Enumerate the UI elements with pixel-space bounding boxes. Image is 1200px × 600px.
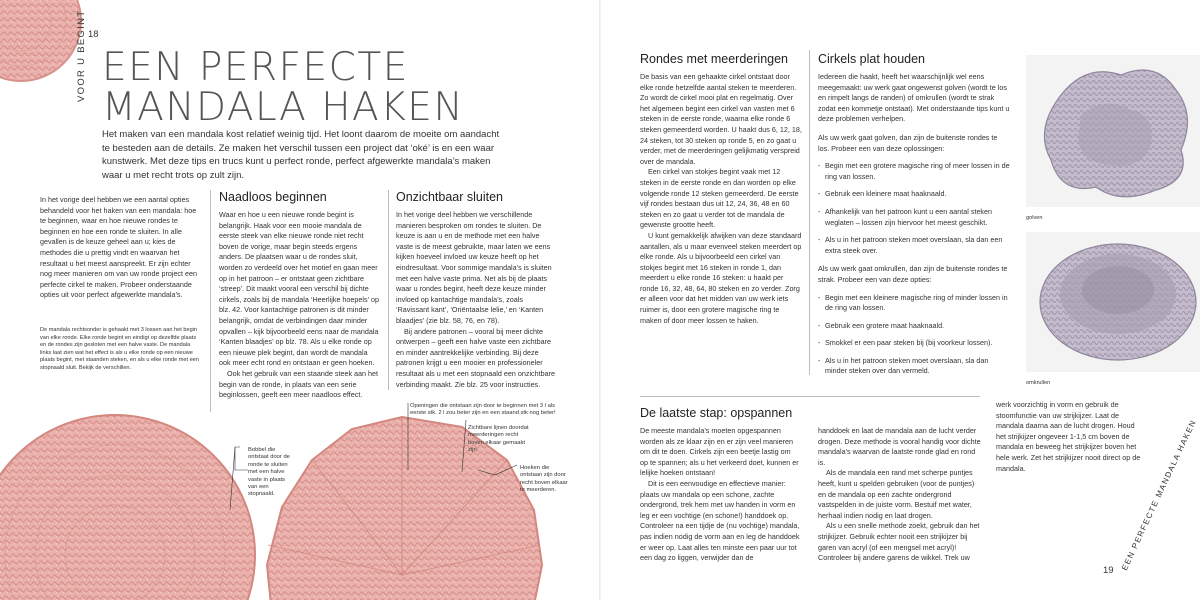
right-column-1	[640, 52, 802, 326]
heading-cirkels: Cirkels plat houden	[818, 52, 926, 66]
photo-caption-omkrullen: omkrullen	[1026, 380, 1051, 386]
callout-hoeken: Hoeken die ontstaan zijn door recht boven elkaar te meerderen.	[520, 465, 568, 494]
omkrullen-photo	[1026, 232, 1200, 372]
omkrullen-bullet: - Smokkel er een paar steken bij (bij voorkeur lossen).	[818, 338, 1010, 349]
golven-bullet: - Als u in het patroon steken moet overslaan, sla dan een extra steek over.	[818, 235, 1010, 256]
onzichtbaar-paragraph-1: In het vorige deel hebben we verschillende manieren besproken om rondes te sluiten. De keuze is aan u en de methode met een halve vaste is de meest gebruikte, maar laten we eens kijken hoeveel invloed uw keuze heeft op het eindresultaat. Voor sommige mandala’s is sluiten met een halve vaste prima. Net als bij de plaats waar u rondes begint, heeft deze keuze minder invloed op kantachtige mandala’s, zoals ‘Ravissant kant’, ‘Oriëntaalse lelie,’ en ‘Kanten blaadjes’ (zie blz. 58, 76, en 78).	[396, 210, 552, 325]
right-column-2	[818, 52, 1010, 377]
column-divider	[809, 50, 810, 375]
omkrullen-bullet: - Begin met een kleinere magische ring of minder lossen in de ring van lossen.	[818, 293, 1010, 314]
heading-rondes: Rondes met meerderingen	[640, 52, 788, 66]
right-page	[600, 0, 1200, 600]
omkrullen-intro: Als uw werk gaat omkrullen, dan zijn de buitenste rondes te strak. Probeer een van deze opties:	[818, 264, 1008, 284]
cirkels-intro: Iedereen die haakt, heeft het waarschijnlijk wel eens meegemaakt: uw werk gaat ongewenst golven (wordt te los en rimpelt langs de randen) of omkrullen (wordt te strak zodat een kommetje ontstaat). Met onderstaande tips kunt u deze problemen verhelpen.	[818, 72, 1010, 124]
opspannen-paragraph: De meeste mandala’s moeten opgespannen worden als ze klaar zijn en er zijn veel manieren om dit te doen. Cirkels zijn een beetje lastig om op te spannen; als u het verkeerd doet, kunnen er lelijke hoeken ontstaan!	[640, 426, 799, 478]
title-line-2: MANDALA HAKEN	[102, 85, 465, 130]
golven-bullet: - Begin met een grotere magische ring of meer lossen in de ring van lossen.	[818, 161, 1010, 182]
heading-opspannen: De laatste stap: opspannen	[640, 406, 793, 420]
rondes-paragraph-3: U kunt gemakkelijk afwijken van deze standaard aantallen, als u maar evenveel steken meerdert op elke ronde. Als u bijvoorbeeld een cirkel van stokjes begint met 16 steken in ronde 1, dan meerdert u elke ronde 16 steken: u haakt per ronde 16, 32, 48, 64, 80 steken en zo verder. Zorg er alleen voor dat het midden van uw werk iets ruimer is, door een grotere magische ring te maken of door meer lossen te haken.	[640, 230, 802, 325]
naadloos-paragraph-2: Ook het gebruik van een staande steek aan het begin van de ronde, in plaats van een serie beginlossen, geeft een meer naadloos effect.	[219, 368, 379, 400]
opspannen-column-1	[640, 426, 800, 564]
naadloos-paragraph-1: Waar en hoe u een nieuwe ronde begint is belangrijk. Haak voor een mooie mandala de eerste steek van elke nieuwe ronde niet recht boven de vorige, maar begin steeds ergens anders. De plaatsen waar u de rondes sluit, worden zo verdeeld over het motief en gaan meer op in het patroon – er ontstaat geen zichtbare ‘streep’. Dit maakt vooral een verschil bij dichte cirkels, zoals bij de mandala ‘Heerlijke hoepels’ op blz. 42. Voor kantachtige patronen is dit minder belangrijk, omdat de verbindingen daar minder opvallen – kijk bijvoorbeeld eens naar de mandala ‘Kanten blaadjes’ op blz. 78. Als u elke ronde op een nieuwe plek begint, dan wordt de mandala ook meer echt rond en ontstaan er geen hoeken.	[219, 210, 379, 368]
golven-bullet: - Afhankelijk van het patroon kunt u een aantal steken weglaten – lossen zijn hiervoor het meest geschikt.	[818, 207, 1010, 228]
photo-caption-golven: golven	[1026, 215, 1043, 221]
opspannen-paragraph: werk voorzichtig in vorm en gebruik de stoomfunctie van uw strijkijzer. Laat de mandala daarna aan de lucht drogen. Houd het strijkijzer ongeveer 1-1,5 cm boven de mandala en beweeg het strijkijzer boven het hele werk. Zet het strijkijzer nooit direct op de mandala.	[996, 400, 1141, 473]
callout-zichtbare-lijnen: Zichtbare lijnen doordat meerderingen recht boven elkaar gemaakt zijn.	[468, 425, 529, 454]
opspannen-paragraph: Dit is een eenvoudige en effectieve manier: plaats uw mandala op een schone, zachte ondergrond, trek hem met uw handen in vorm en leg er een vochtige (en schone!) handdoek op. Controleer na een tijdje de (nu vochtige) mandala, pas indien nodig de vorm aan en leg de handdoek er weer op. Laat alles ten minste een paar uur tot een dag zo liggen, verwijder dan de	[640, 478, 800, 563]
golven-intro: Als uw werk gaat golven, dan zijn de buitenste rondes te los. Probeer een van deze oplossingen:	[818, 132, 998, 153]
rondes-paragraph-2: Een cirkel van stokjes begint vaak met 12 steken in de eerste ronde en dan worden op elke volgende ronde 12 steken gemeerderd. De eerste vijf rondes bestaan dus uit 12, 24, 36, 48 en 60 steken en zo gaat u verder tot de mandala de gewenste grootte heeft.	[640, 167, 799, 230]
opspannen-column-2	[818, 426, 984, 564]
onzichtbaar-paragraph-2: Bij andere patronen – vooral bij meer dichte ontwerpen – geeft een halve vaste een zichtbare en minder aantrekkelijke verbinding. Bij deze patronen krijgt u een mooier en professioneler resultaat als u met een stopnaald een onzichtbare verbinding maakt. Zie blz. 25 voor instructies.	[396, 326, 556, 389]
section-tag-left: VOOR U BEGINT	[76, 9, 87, 102]
callout-openingen: Openingen die ontstaan zijn door te beginnen met 3 l als eerste stk. 2 l zou beter zijn en een staand stk nog beter!	[410, 403, 556, 417]
callout-bobbel: Bobbel die ontstaat door de ronde te sluiten met een halve vaste in plaats van een stopnaald.	[248, 447, 290, 498]
opspannen-paragraph: Als u een snelle methode zoekt, gebruik dan het strijkijzer. Gebruik echter nooit een strijkijzer bij garen van acryl (of een mengsel met acryl)! Controleer bij andere garens de wikkel. Trek uw	[818, 521, 980, 563]
opspannen-paragraph: handdoek en laat de mandala aan de lucht verder drogen. Deze methode is vooral handig voor dichte mandala’s waarvan de laatste ronde glad en rond is.	[818, 426, 981, 467]
intro-paragraph: Het maken van een mandala kost relatief weinig tijd. Het loont daarom de moeite om aandacht te besteden aan de details. Ze maken het verschil tussen een project dat ‘oké’ is en een waar kunstwerk. Met deze tips en trucs kunt u perfect ronde, perfect afgewerkte mandala’s maken waar u met recht trots op zult zijn.	[102, 129, 500, 181]
section-divider	[640, 396, 980, 397]
opspannen-column-3	[996, 400, 1146, 474]
column-1-text: In het vorige deel hebben we een aantal opties behandeld voor het haken van een mandala: hoe te beginnen, waar en hoe nieuwe rondes te beginnen en hoe een ronde te sluiten. In alle gevallen is de keuze geheel aan u; kies de methodes die u prettig vindt en waarvan het resultaat u het meest aanspreekt. Er zijn echter nog meer manieren om van uw ronde project een perfecte cirkel te maken. Probeer onderstaande opties uit voor perfect afgewerkte mandala’s.	[40, 195, 198, 300]
golven-photo	[1026, 55, 1200, 207]
page-number-right: 19	[1103, 565, 1114, 576]
rondes-paragraph-1: De basis van een gehaakte cirkel ontstaat door elke ronde hetzelfde aantal steken te meerderen. Zo wordt de cirkel mooi plat en regelmatig. Over het algemeen begint een cirkel van vasten met 6 steken in de eerste ronde, waarna elke ronde 6 steken gemeerderd worden. U haakt dus 6, 12, 18, 24 steken, tot 30 steken op ronde 5, en zo gaat u verder, met de meerderingen gelijkmatig verspreid over de mandala.	[640, 72, 802, 166]
page-number-left: 18	[88, 29, 99, 40]
heading-naadloos: Naadloos beginnen	[219, 190, 327, 204]
golven-bullet: - Gebruik een kleinere maat haaknaald.	[818, 189, 1010, 200]
section-tag-right: EEN PERFECTE MANDALA HAKEN	[1120, 418, 1199, 572]
mandala-caption: De mandala rechtsonder is gehaakt met 3 lossen aan het begin van elke ronde. Elke ronde begint en eindigt op dezelfde plaats en de rondes zijn gesloten met een halve vaste. De mandala links laat zien wat het effect is als u elke ronde op een nieuwe plaats begint, met staanden steken, en als u elke ronde met een stopnaald sluit. Bekijk de verschillen.	[40, 327, 199, 371]
title-line-1: EEN PERFECTE	[102, 45, 409, 90]
opspannen-paragraph: Als de mandala een rand met scherpe puntjes heeft, kunt u spelden gebruiken (voor de puntjes) en de mandala op een zachte ondergrond vastspelden in de juiste vorm. Bestuif met water, herhaal indien nodig en laat drogen.	[818, 468, 975, 520]
omkrullen-bullet: - Gebruik een grotere maat haaknaald.	[818, 321, 1010, 332]
heading-onzichtbaar: Onzichtbaar sluiten	[396, 190, 504, 204]
omkrullen-bullet: - Als u in het patroon steken moet overslaan, sla dan minder steken over dan vermeld.	[818, 356, 1010, 377]
